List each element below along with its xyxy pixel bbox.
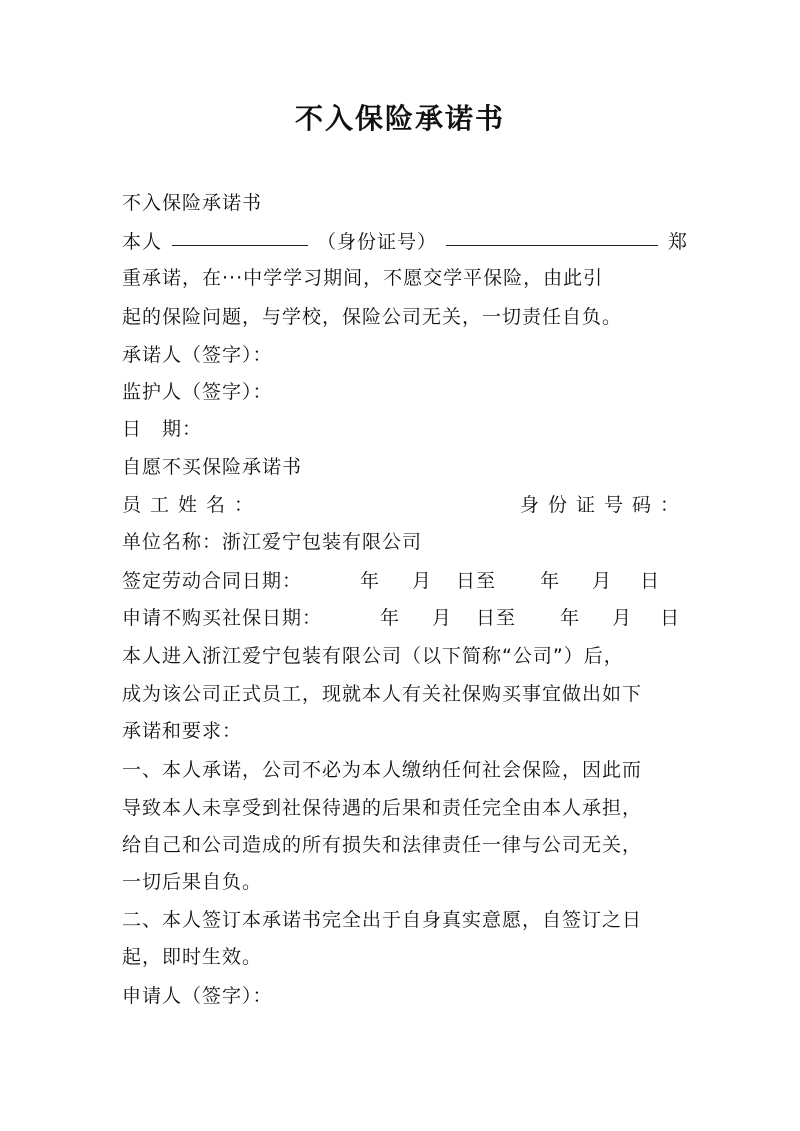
contract-date-label: 签定劳动合同日期： [122, 570, 303, 592]
month-text: 月 [432, 607, 453, 629]
id-line-label: （身份证号） [316, 231, 437, 253]
month-text: 月 [612, 607, 633, 629]
day-text: 日 [640, 570, 661, 592]
id-line-prefix: 本人 [122, 231, 163, 253]
day-to-text: 日至 [456, 570, 497, 592]
document-title: 不入保险承诺书 [294, 102, 505, 135]
year-text: 年 [560, 607, 581, 629]
paragraph-line: 承诺和要求： [122, 720, 243, 742]
paragraph-line: 一切后果自负。 [122, 871, 263, 893]
month-text: 月 [412, 570, 433, 592]
name-blank [172, 227, 308, 246]
day-to-text: 日至 [476, 607, 517, 629]
employee-line [122, 490, 688, 520]
year-text: 年 [540, 570, 561, 592]
applicant-signature-label: 申请人（签字）： [122, 985, 273, 1007]
paragraph-line: 重承诺，在···中学学习期间，不愿交学平保险，由此引 [122, 267, 604, 289]
employee-name-label: 员工姓名： [122, 494, 263, 516]
year-text: 年 [380, 607, 401, 629]
date-label: 日 期： [122, 418, 203, 440]
subtitle: 不入保险承诺书 [122, 192, 263, 214]
id-line [122, 227, 688, 257]
id-number-blank [446, 227, 658, 246]
paragraph-line: 起，即时生效。 [122, 946, 263, 968]
paragraph-line: 成为该公司正式员工，现就本人有关社保购买事宜做出如下 [122, 683, 643, 705]
no-insurance-date-label: 申请不购买社保日期： [122, 607, 323, 629]
promisor-signature-label: 承诺人（签字）： [122, 344, 273, 366]
section-title: 自愿不买保险承诺书 [122, 456, 303, 478]
paragraph-line: 二、本人签订本承诺书完全出于自身真实意愿，自签订之日 [122, 909, 643, 931]
month-text: 月 [592, 570, 613, 592]
paragraph-line: 给自己和公司造成的所有损失和法律责任一律与公司无关， [122, 834, 643, 856]
paragraph-line: 起的保险问题，与学校，保险公司无关，一切责任自负。 [122, 306, 623, 328]
paragraph-line: 本人进入浙江爱宁包装有限公司（以下简称“公司”）后， [122, 645, 624, 667]
year-text: 年 [360, 570, 381, 592]
guardian-signature-label: 监护人（签字）： [122, 381, 273, 403]
day-text: 日 [660, 607, 681, 629]
no-insurance-date-line [122, 603, 688, 633]
company-name-line: 单位名称：浙江爱宁包装有限公司 [122, 531, 423, 553]
id-number-label: 身份证号码： [519, 494, 688, 516]
contract-date-line [122, 566, 688, 596]
paragraph-line: 导致本人未享受到社保待遇的后果和责任完全由本人承担， [122, 797, 643, 819]
id-line-suffix: 郑 [667, 231, 688, 253]
paragraph-line: 一、本人承诺，公司不必为本人缴纳任何社会保险，因此而 [122, 759, 643, 781]
